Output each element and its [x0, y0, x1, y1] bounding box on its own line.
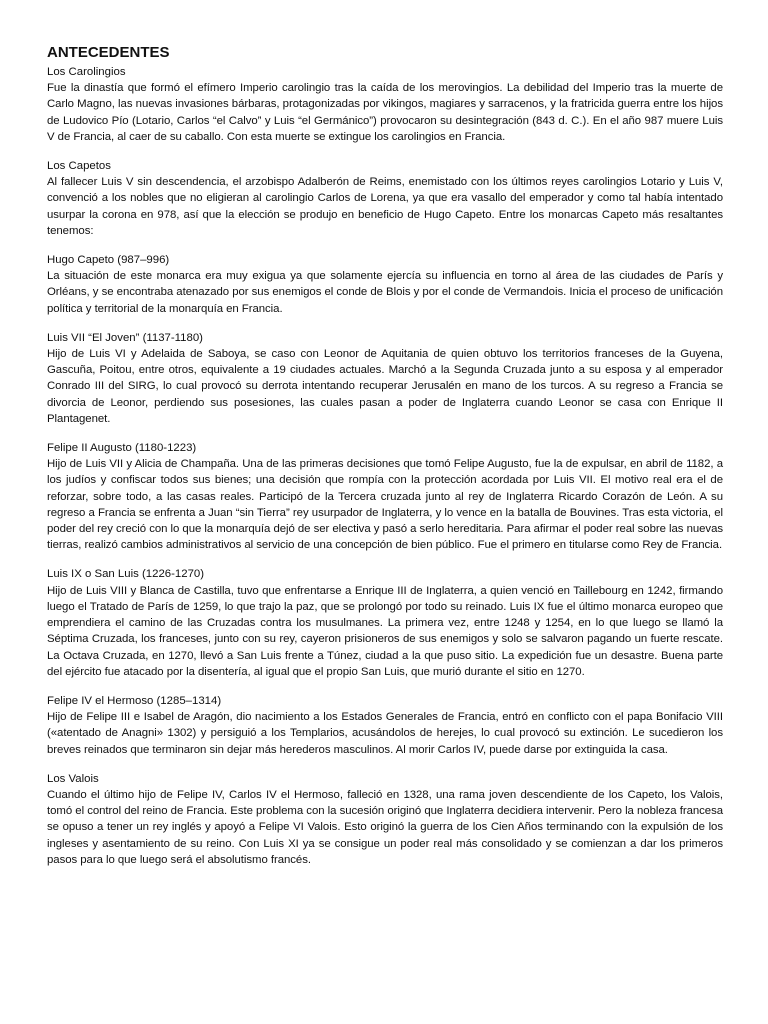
section-felipe-ii	[47, 440, 723, 553]
section-body: Fue la dinastía que formó el efímero Imperio carolingio tras la caída de los merovingios. La debilidad del Imperio tras la muerte de Carlo Magno, las nuevas invasiones bárbaras, protagonizadas por vikingos, magiares y sarracenos, y la fratricida guerra entre los hijos de Ludovico Pío (Lotario, Carlos “el Calvo” y Luis “el Germánico”) provocaron su desintegración (843 d. C.). En el año 987 muere Luis V de Francia, al caer de su caballo. Con esta muerte se extingue los carolingios en Francia.	[47, 82, 723, 143]
section-title: Luis VII “El Joven” (1137-1180)	[47, 331, 203, 344]
section-body: Hijo de Luis VII y Alicia de Champaña. Una de las primeras decisiones que tomó Felipe Augusto, fue la de expulsar, en abril de 1182, a los judíos y confiscar todos sus bienes; una decisión que rompía con la protección acordada por Luis VII. El motivo real era el de reforzar, sobre todo, a las casas reales. Participó de la Tercera cruzada junto al rey de Inglaterra Ricardo Corazón de León. A su regreso a Francia se enfrenta a Juan “sin Tierra” rey usurpador de Inglaterra, y lo vence en la batalla de Bouvines. Tras esta victoria, el poder del rey creció con lo que la monarquía dejó de ser electiva y pasó a serlo hereditaria. Para afirmar el poder real sobre las nuevas tierras, realizó cambios administrativos al servicio de una concepción de bien público. Fue el primero en titularse como Rey de Francia.	[47, 458, 723, 552]
section-title: Luis IX o San Luis (1226-1270)	[47, 568, 205, 581]
section-title: Felipe IV el Hermoso (1285–1314)	[47, 694, 222, 707]
section-title: Los Valois	[47, 772, 99, 785]
section-valois	[47, 771, 723, 868]
section-body: Al fallecer Luis V sin descendencia, el arzobispo Adalberón de Reims, enemistado con los últimos reyes carolingios Lotario y Luis V, convenció a los nobles que no eligieran al carolingio Carlos de Lorena, ya que era vasallo del emperador y como tal había intentado usurpar la corona en 978, así que la elección se produjo en beneficio de Hugo Capeto. Entre los monarcas Capeto más resaltantes tenemos:	[47, 176, 723, 237]
document-title: ANTECEDENTES	[47, 44, 170, 61]
section-capetos	[47, 158, 723, 239]
section-body: Hijo de Luis VIII y Blanca de Castilla, tuvo que enfrentarse a Enrique III de Inglaterra, a quien venció en Taillebourg en 1242, firmando luego el Tratado de París de 1259, lo que trajo la paz, que se prolongó por todo su reinado. Luis IX fue el último monarca europeo que emprendiera el camino de las Cruzadas contra los musulmanes. La primera vez, entre 1248 y 1254, en lo que luego se llamó la Séptima Cruzada, los franceses, junto con su rey, cayeron prisioneros de sus enemigos y solo se salvaron pagando un fuerte rescate. La Octava Cruzada, en 1270, llevó a San Luis frente a Túnez, ciudad a la que puso sitio. La expedición fue un desastre. Buena parte del ejército fue atacado por la disentería, al igual que el propio San Luis, que murió durante el sitio en 1270.	[47, 584, 723, 678]
section-luis-ix	[47, 566, 723, 679]
section-luis-vii	[47, 330, 723, 427]
section-body: Cuando el último hijo de Felipe IV, Carlos IV el Hermoso, falleció en 1328, una rama joven descendiente de los Capeto, los Valois, tomó el control del reino de Francia. Este problema con la sucesión originó que Inglaterra decidiera intervenir. Pero la nobleza francesa se opuso a tener un rey inglés y apoyó a Felipe VI Valois. Esto originó la guerra de los Cien Años terminando con la expulsión de los ingleses y asentamiento de su reino. Con Luis XI ya se consigue un poder real más consolidado y se comienzan a dar los primeros pasos para lo que luego será el absolutismo francés.	[47, 788, 723, 866]
document-page	[47, 44, 723, 881]
section-felipe-iv	[47, 693, 723, 758]
section-title: Los Capetos	[47, 160, 111, 173]
section-title: Los Carolingios	[47, 66, 126, 78]
section-title: Hugo Capeto (987–996)	[47, 254, 170, 267]
section-hugo-capeto	[47, 252, 723, 317]
section-body: Hijo de Luis VI y Adelaida de Saboya, se caso con Leonor de Aquitania de quien obtuvo los territorios franceses de la Guyena, Gascuña, Poitou, entre otros, equivalente a 19 ciudades actuales. Marchó a la Segunda Cruzada junto a su esposa y al emperador Conrado III del SIRG, lo cual provocó su derrota intentando recuperar Jerusalén en mano de los turcos. A su regreso a Francia se divorcia de Leonor, perdiendo sus posesiones, las cuales pasan a poder de Inglaterra cuando Leonor se casa con Enrique II Plantagenet.	[47, 348, 723, 425]
section-title: Felipe II Augusto (1180-1223)	[47, 442, 197, 455]
section-body: Hijo de Felipe III e Isabel de Aragón, dio nacimiento a los Estados Generales de Francia, entró en conflicto con el papa Bonifacio VIII («atentado de Anagni» 1302) y persiguió a los Templarios, acusándolos de herejes, lo cual provocó su extinción. Le sucedieron los breves reinados que terminaron sin dejar más herederos masculinos. Al morir Carlos IV, puede darse por extinguida la casa.	[47, 711, 723, 756]
section-carolingios	[47, 64, 723, 145]
section-body: La situación de este monarca era muy exigua ya que solamente ejercía su influencia en torno al área de las ciudades de París y Orléans, y se encontraba atenazado por sus enemigos el conde de Blois y por el conde de Vermandois. Inicia el proceso de unificación política y territorial de la monarquía en Francia.	[47, 270, 723, 315]
